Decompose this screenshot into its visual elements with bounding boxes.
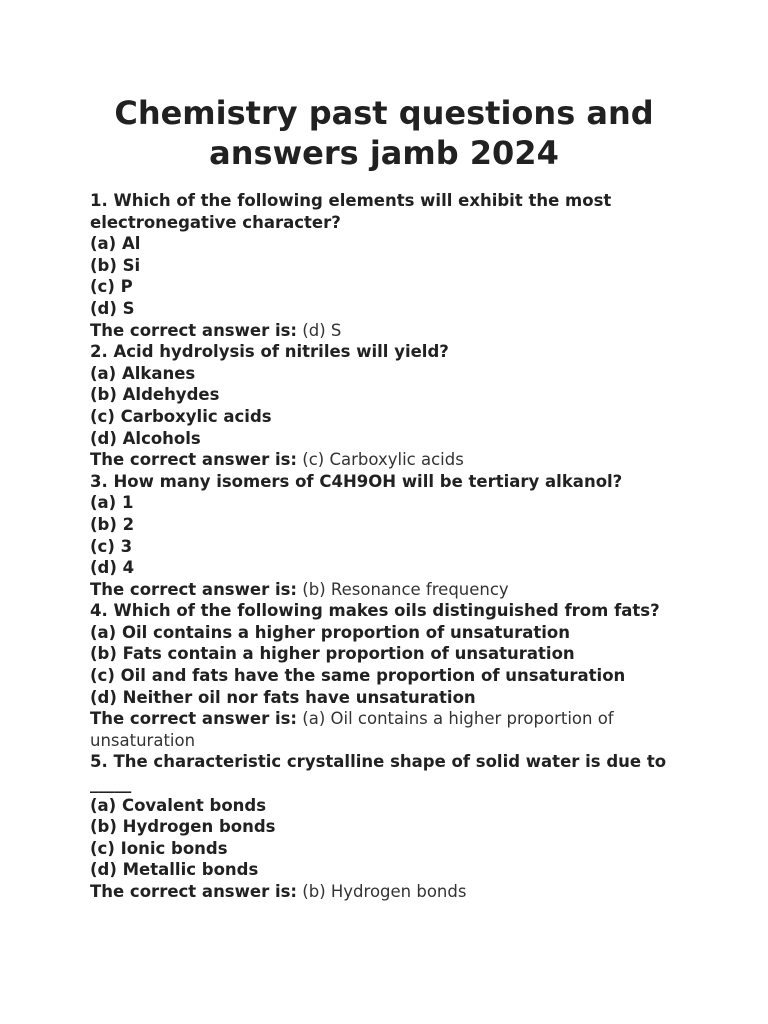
option-d: (d) 4 xyxy=(90,558,135,578)
answer-value: (a) Oil contains a higher proportion of unsaturation xyxy=(90,709,614,750)
question-block xyxy=(90,471,680,601)
question-text: 4. Which of the following makes oils distinguished from fats? xyxy=(90,601,660,621)
option-a: (a) Oil contains a higher proportion of unsaturation xyxy=(90,622,570,642)
question-block xyxy=(90,751,680,902)
option-c: (c) Oil and fats have the same proportion of unsaturation xyxy=(90,666,626,686)
question-text: 1. Which of the following elements will exhibit the most electronegative character? xyxy=(90,191,612,232)
answer-line xyxy=(90,449,680,471)
answer-line xyxy=(90,881,680,903)
option-d: (d) Neither oil nor fats have unsaturation xyxy=(90,687,476,707)
option-a: (a) Al xyxy=(90,234,141,254)
answer-value: (c) Carboxylic acids xyxy=(302,450,464,470)
answer-line xyxy=(90,320,680,342)
question-text: 2. Acid hydrolysis of nitriles will yield? xyxy=(90,342,449,362)
option-a: (a) Covalent bonds xyxy=(90,795,267,815)
option-c: (c) Carboxylic acids xyxy=(90,406,272,426)
answer-label: The correct answer is: xyxy=(90,450,298,470)
page-title: Chemistry past questions and answers jamb 2024 xyxy=(114,94,654,172)
option-b: (b) Si xyxy=(90,255,141,275)
question-block xyxy=(90,600,680,751)
option-c: (c) 3 xyxy=(90,536,133,556)
option-b: (b) Aldehydes xyxy=(90,385,220,405)
answer-value: (b) Resonance frequency xyxy=(302,579,509,599)
option-b: (b) Hydrogen bonds xyxy=(90,817,276,837)
question-list xyxy=(90,190,680,903)
option-d: (d) S xyxy=(90,298,135,318)
option-a: (a) Alkanes xyxy=(90,363,196,383)
answer-value: (b) Hydrogen bonds xyxy=(302,882,467,901)
option-b: (b) Fats contain a higher proportion of unsaturation xyxy=(90,644,575,664)
answer-label: The correct answer is: xyxy=(90,882,298,901)
answer-value: (d) S xyxy=(302,320,342,340)
option-b: (b) 2 xyxy=(90,514,135,534)
answer-label: The correct answer is: xyxy=(90,579,298,599)
option-d: (d) Alcohols xyxy=(90,428,201,448)
answer-label: The correct answer is: xyxy=(90,709,298,729)
question-text: 3. How many isomers of C4H9OH will be tertiary alkanol? xyxy=(90,471,623,491)
option-c: (c) Ionic bonds xyxy=(90,838,228,858)
question-text: 5. The characteristic crystalline shape of solid water is due to _____ xyxy=(90,752,667,794)
question-block xyxy=(90,341,680,471)
answer-label: The correct answer is: xyxy=(90,320,298,340)
option-c: (c) P xyxy=(90,277,133,297)
answer-line xyxy=(90,579,680,601)
answer-line xyxy=(90,708,680,751)
option-a: (a) 1 xyxy=(90,493,134,513)
question-block xyxy=(90,190,680,341)
option-d: (d) Metallic bonds xyxy=(90,860,259,880)
